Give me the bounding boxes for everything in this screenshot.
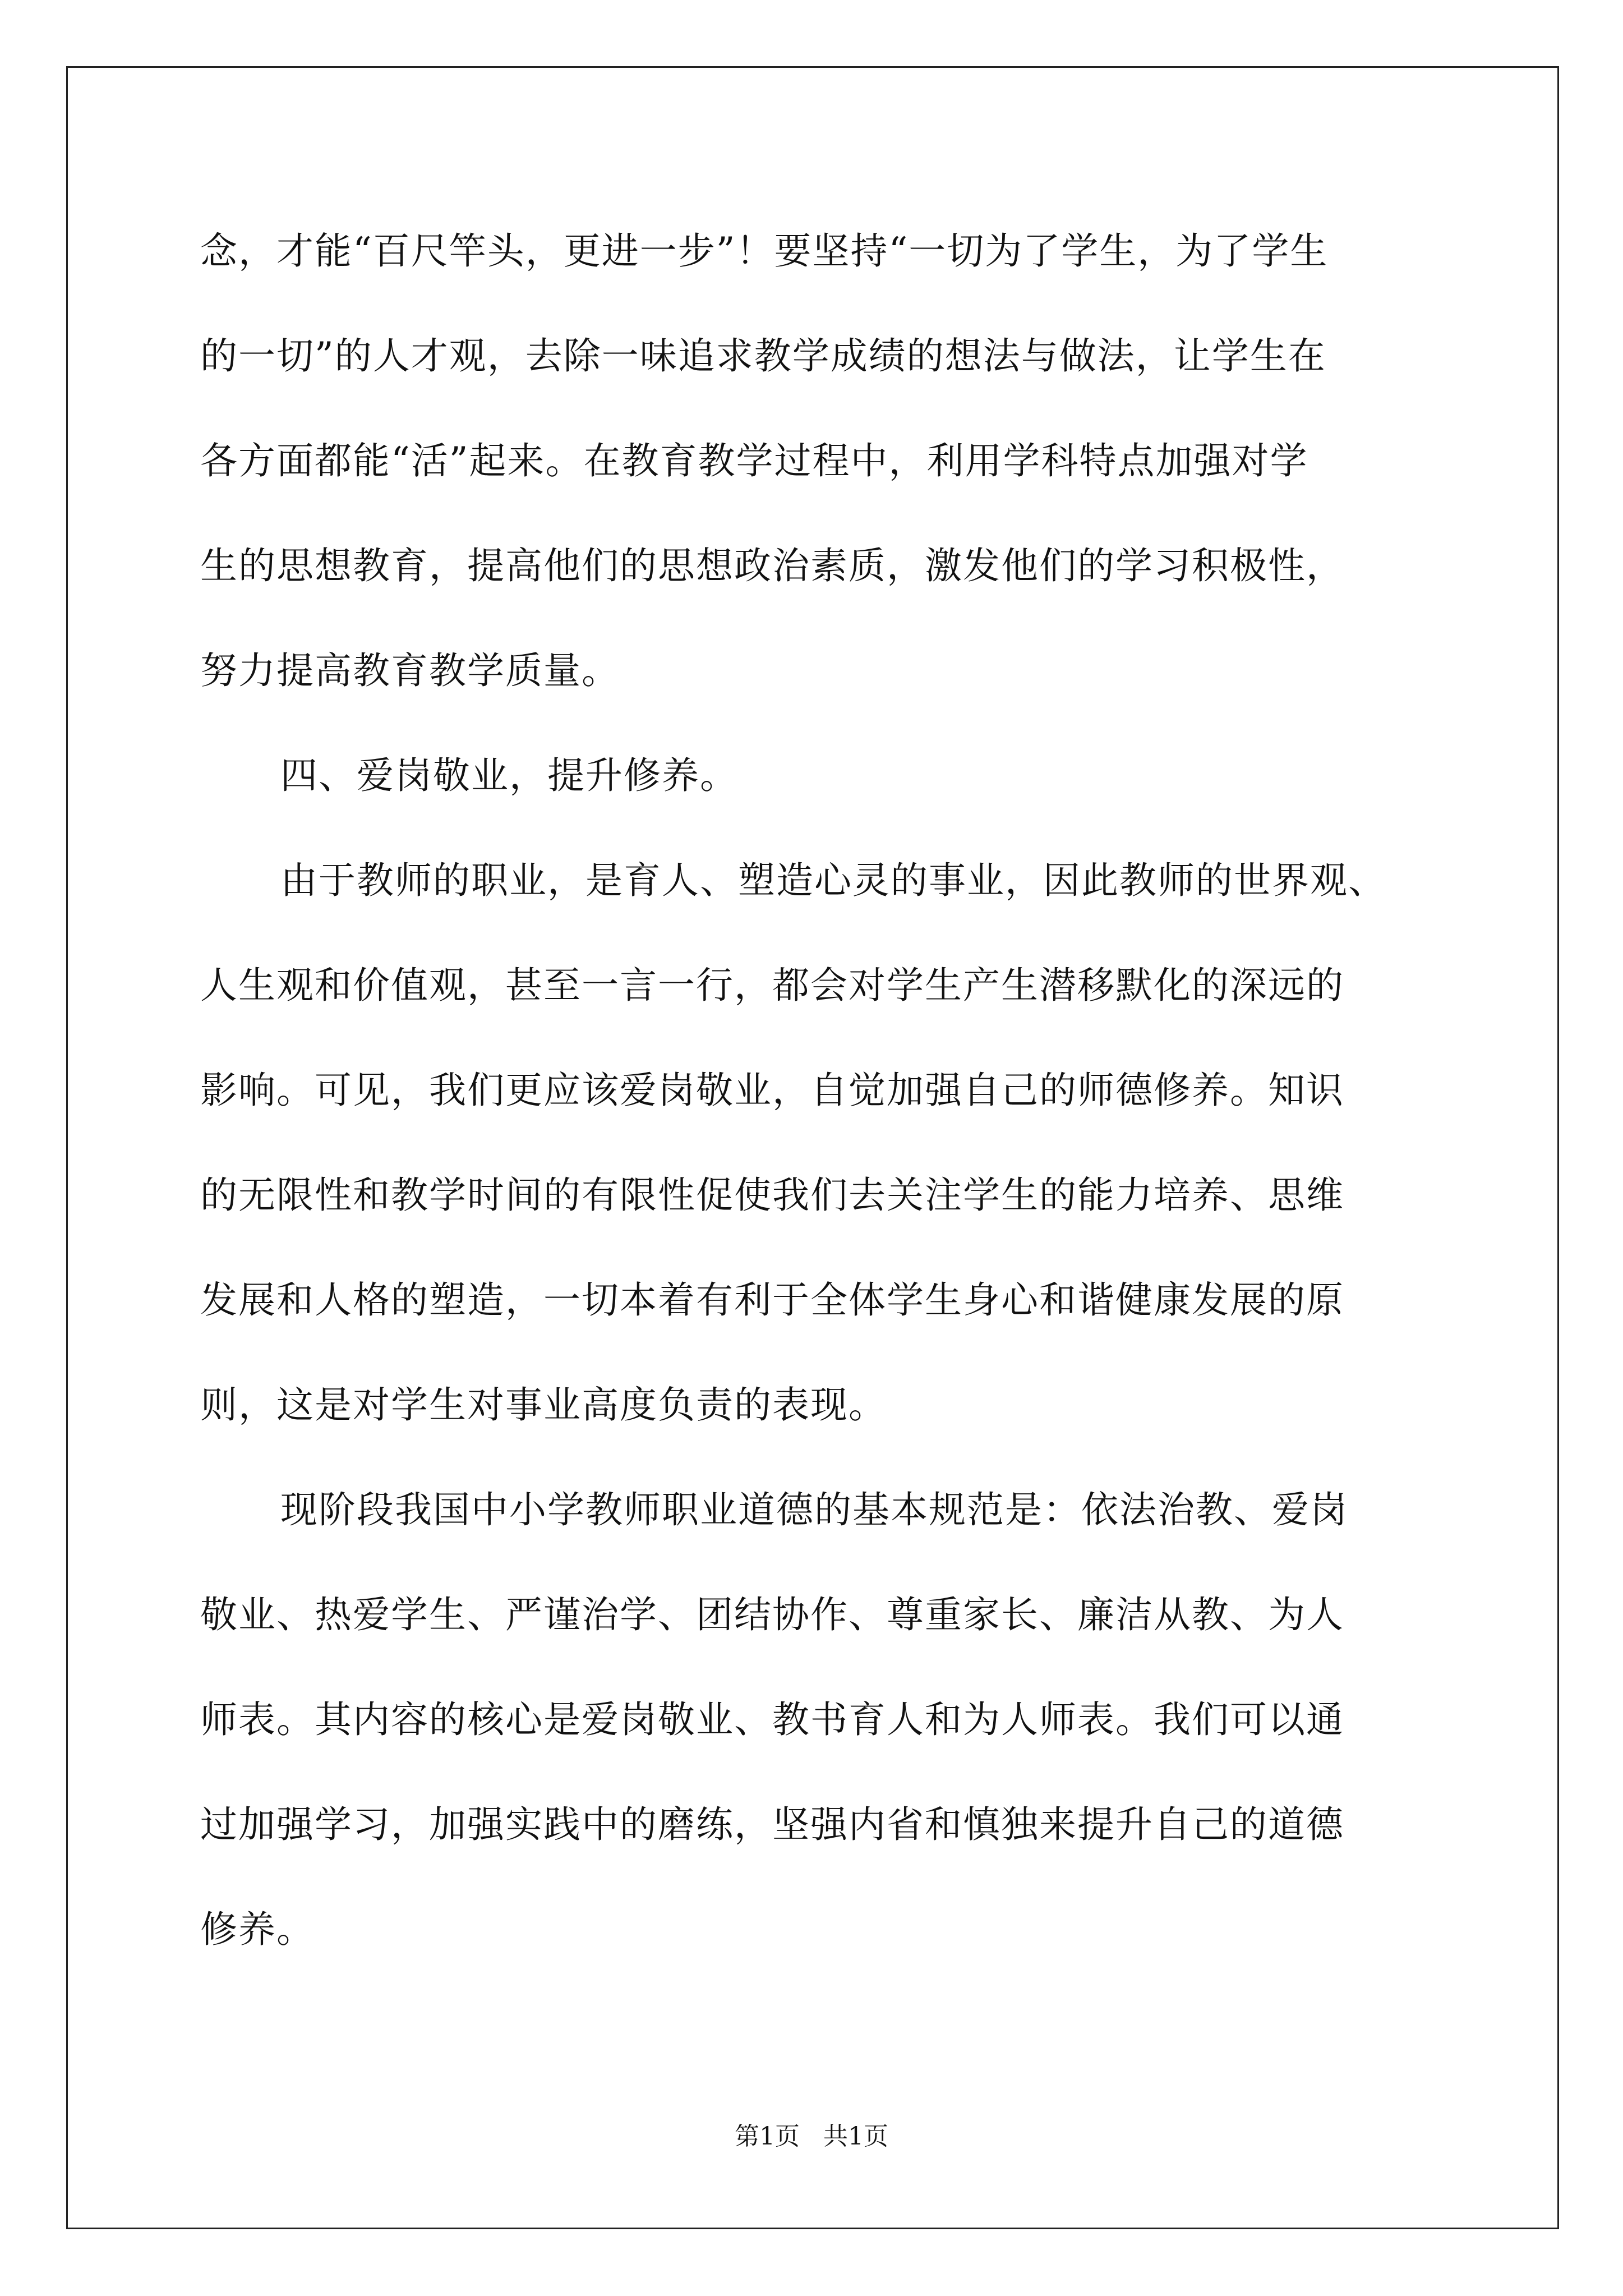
text-line: 由于教师的职业，是育人、塑造心灵的事业，因此教师的世界观、 bbox=[280, 859, 1386, 902]
text-line: 努力提高教育教学质量。 bbox=[200, 649, 620, 692]
text-line: 过加强学习，加强实践中的磨练，坚强内省和慎独来提升自己的道德 bbox=[200, 1803, 1344, 1846]
text-line: 敬业、热爱学生、严谨治学、团结协作、尊重家长、廉洁从教、为人 bbox=[200, 1593, 1344, 1636]
text-line: 各方面都能“活”起来。在教育教学过程中，利用学科特点加强对学 bbox=[200, 439, 1308, 482]
text-line: 的一切”的人才观，去除一味追求教学成绩的想法与做法，让学生在 bbox=[200, 334, 1326, 378]
text-line: 生的思想教育，提高他们的思想政治素质，激发他们的学习积极性， bbox=[200, 544, 1344, 587]
text-line: 影响。可见，我们更应该爱岗敬业，自觉加强自己的师德修养。知识 bbox=[200, 1069, 1344, 1112]
text-line: 师表。其内容的核心是爱岗敬业、教书育人和为人师表。我们可以通 bbox=[200, 1698, 1344, 1741]
section-heading: 四、爱岗敬业，提升修养。 bbox=[280, 754, 738, 797]
text-line: 人生观和价值观，甚至一言一行，都会对学生产生潜移默化的深远的 bbox=[200, 964, 1344, 1007]
page-border bbox=[66, 66, 1559, 2229]
text-line: 发展和人格的塑造，一切本着有利于全体学生身心和谐健康发展的原 bbox=[200, 1278, 1344, 1322]
text-line: 则，这是对学生对事业高度负责的表现。 bbox=[200, 1383, 887, 1427]
text-line: 修养。 bbox=[200, 1908, 315, 1951]
text-line: 现阶段我国中小学教师职业道德的基本规范是：依法治教、爱岗 bbox=[280, 1488, 1348, 1531]
text-line: 念，才能“百尺竿头，更进一步”！要坚持“一切为了学生，为了学生 bbox=[200, 229, 1329, 273]
page-footer: 第1页 共1页 bbox=[735, 2122, 888, 2151]
text-line: 的无限性和教学时间的有限性促使我们去关注学生的能力培养、思维 bbox=[200, 1174, 1344, 1217]
